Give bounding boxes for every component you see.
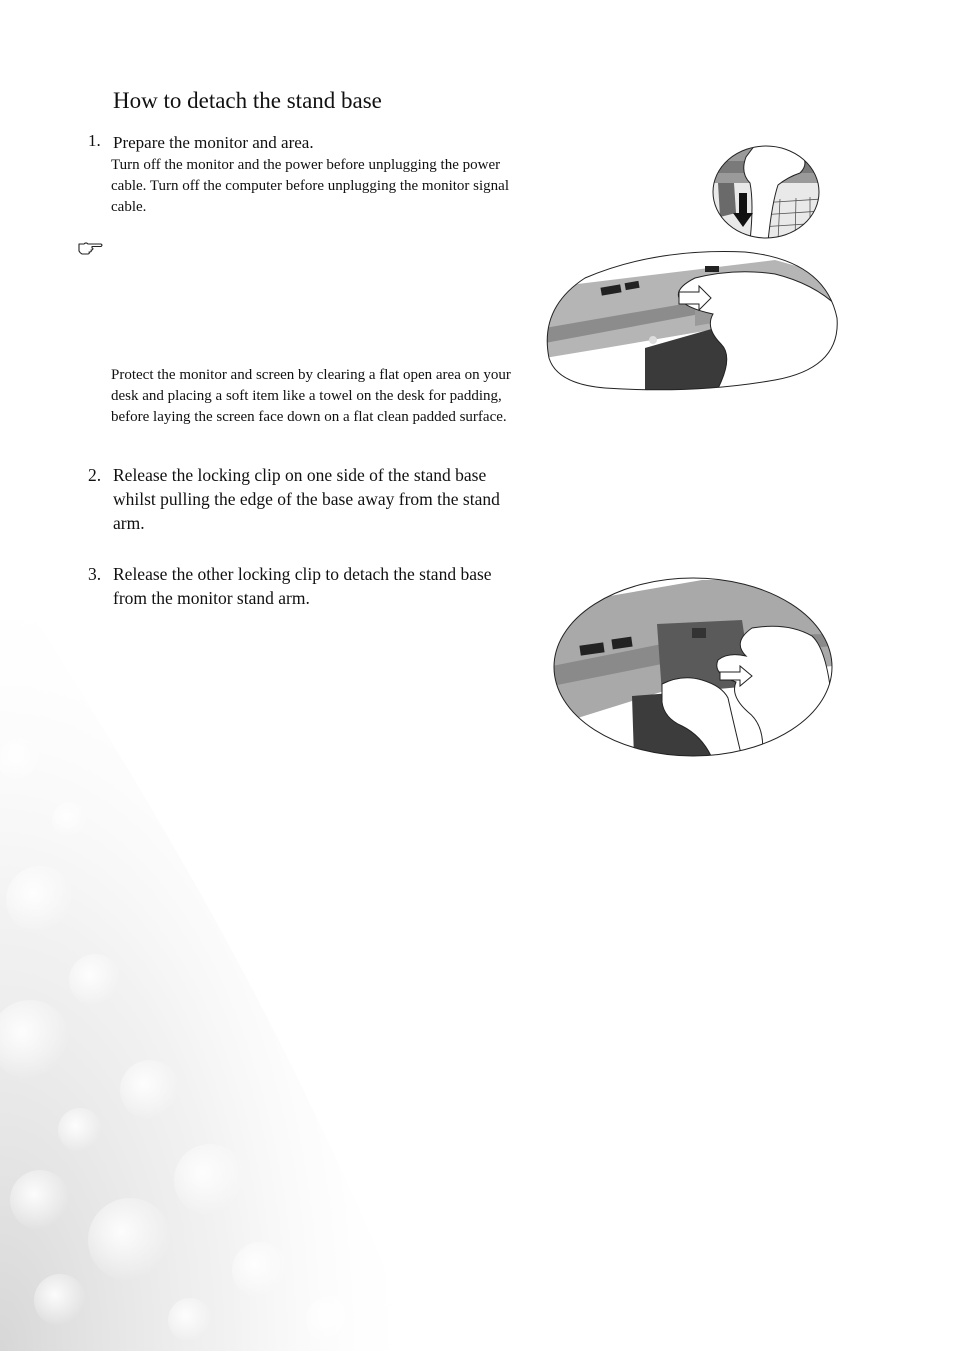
pointing-hand-icon — [78, 240, 104, 256]
step-2-text: Release the locking clip on one side of the stand base whilst pulling the edge of the base away from the stand arm. — [113, 465, 500, 533]
section-title: How to detach the stand base — [113, 88, 382, 113]
step-1-heading: Prepare the monitor and area. — [113, 133, 314, 152]
clip-detail-illustration — [710, 143, 822, 241]
step-3-illustration — [552, 576, 834, 758]
step-1-note: Protect the monitor and screen by clearing a flat open area on your desk and placing a soft item like a towel on the desk for padding, before laying the screen face down on a flat clean padded surface. — [111, 367, 511, 425]
step-3-number: 3. — [88, 564, 102, 584]
step-2-number: 2. — [88, 465, 102, 485]
step-2-illustration — [545, 248, 839, 394]
step-3-text: Release the other locking clip to detach the stand base from the monitor stand arm. — [113, 564, 492, 608]
step-1-number: 1. — [88, 131, 101, 150]
step-1-body: Turn off the monitor and the power before unplugging the power cable. Turn off the computer before unplugging the monitor signal cable. — [111, 157, 509, 215]
